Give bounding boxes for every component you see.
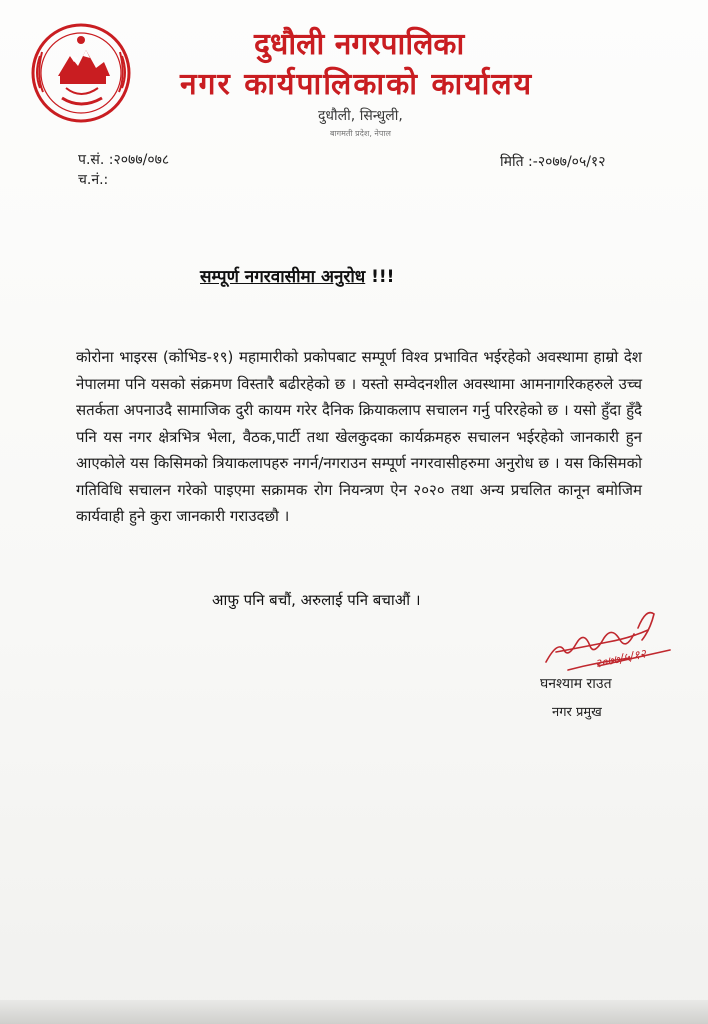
signer-name: घनश्याम राउत [540, 676, 612, 692]
notice-heading-suffix: !!! [365, 267, 395, 287]
office-address: दुधौली, सिन्धुली, [318, 108, 403, 124]
signer-title: नगर प्रमुख [552, 705, 602, 720]
office-name: नगर कार्यपालिकाको कार्यालय [180, 67, 534, 102]
dispatch-number: च.नं.: [78, 172, 109, 188]
slogan: आफु पनि बचौं, अरुलाई पनि बचाऔं । [212, 591, 421, 609]
letter-date: मिति :-२०७७/०५/१२ [500, 154, 606, 170]
signature-date: २०७७/५/१२ [593, 646, 648, 671]
municipality-name: दुधौली नगरपालिका [254, 27, 465, 62]
notice-heading [200, 264, 394, 287]
notice-body: कोरोना भाइरस (कोभिड-१९) महामारीको प्रकोपबाट सम्पूर्ण विश्व प्रभावित भईरहेको अवस्थामा हाम्रो देश नेपालमा पनि यसको संक्रमण विस्तारै बढीरहेको छ । यस्तो सम्वेदनशील अवस्थामा आमनागरिकहरुले उच्च सतर्कता अपनाउदै सामाजिक दुरी कायम गरेर दैनिक क्रियाकलाप सचालन गर्नु परिरहेको छ । यसो हुँदा हुँदै पनि यस नगर क्षेत्रभित्र भेला, वैठक,पार्टी तथा खेलकुदका कार्यक्रमहरु सचालन भईरहेको जानकारी हुन आएकोले यस किसिमको त्रियाकलापहरु नगर्न/नगराउन सम्पूर्ण नगरवासीहरुमा अनुरोध छ । यस किसिमको गतिविधि सचालन गरेको पाइएमा सक्रामक रोग नियन्त्रण ऐन २०२० तथा अन्य प्रचलित कानून बमोजिम कार्यवाही हुने कुरा जानकारी गराउदछौ । [76, 348, 642, 525]
government-emblem-icon [26, 18, 136, 128]
notice-heading-text: सम्पूर्ण नगरवासीमा अनुरोध [200, 267, 366, 287]
page-bottom-edge [0, 1000, 708, 1024]
handwritten-signature [538, 600, 678, 680]
office-address-sub: बागमती प्रदेश, नेपाल [330, 129, 391, 138]
reference-number: प.सं. :२०७७/०७८ [78, 152, 170, 168]
